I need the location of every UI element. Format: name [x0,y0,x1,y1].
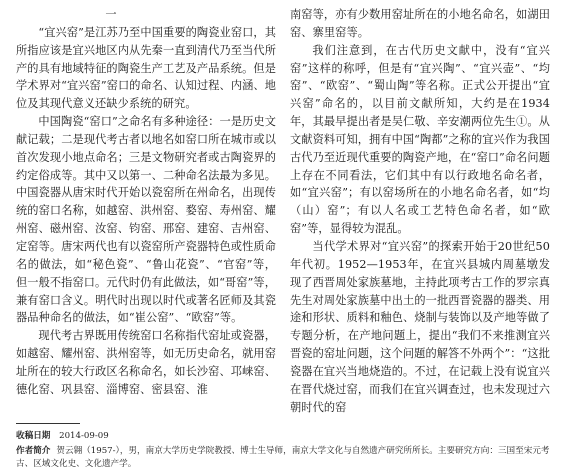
author-bio [16,445,556,471]
left-column [16,6,276,399]
received-date-label: 收稿日期 [16,431,51,441]
paragraph: 中国陶瓷“窑口”之命名有多种途径：一是历史文献记载；二是现代考古者以地名如窑口所在城市或以首次发现小地点命名；三是文物研究者或古陶瓷界的约定俗成等。其中又以第一、二种命名法最为多见。中国瓷器从唐宋时代开始以瓷窑所在州命名，出现传统的窑口名称，如越窑、洪州窑、婺窑、寿州窑、耀州窑、磁州窑、汝窑、钧窑、邢窑、建窑、吉州窑、定窑等。唐宋两代也有以瓷窑所产瓷器特色或性质命名的做法，如“秘色瓷”、“鲁山花瓷”、“官窑”等，但一般不指窑口。元代时仍有此做法，如“哥窑”等，兼有窑口含义。明代时出现以时代或著名匠师及其瓷器品种命名的做法，如“崔公窑”、“欧窑”等。 [16,115,276,325]
footnote-divider [16,423,80,424]
paragraph: 当代学术界对“宜兴窑”的探索开始于20世纪50年代初。1952—1953年，在宜兴县城内周墓墩发现了西晋周处家族墓地，主持此项考古工作的罗宗真先生对周处家族墓中出土的一批西晋瓷器的器类、用途和形状、质料和釉色、烧制与装饰以及产地等做了专题分析，在产地问题上，提出“我们不来推测宜兴晋瓷的窑址问题，这个问题的解答不外两个”：“这批瓷器在宜兴当地烧造的。不过，在记载上没有说宜兴在晋代烧过窑，而我们在宜兴调查过，也未发现过六朝时代的窑 [290,239,550,414]
received-date-value: 2014-09-09 [59,431,109,441]
section-number: 一 [105,8,117,21]
paragraph: 现代考古界既用传统窑口名称指代窑址或瓷器，如越窑、耀州窑、洪州窑等，如无历史命名，就用窑址所在的较大行政区名称命名，如长沙窑、邛崃窑、德化窑、巩县窑、淄博窑、密县窑、淮 [16,329,276,396]
received-date [16,430,556,443]
author-bio-text: 贺云翱（1957-），男，南京大学历史学院教授、博士生导师，南京大学文化与自然遗产研究所所长。主要研究方向：三国至宋元考古、区域文化史、文化遗产学。 [16,446,550,469]
paragraph: “宜兴窑”是江苏乃至中国重要的陶瓷业窑口，其所指应该是宜兴地区内从先秦一直到清代乃至当代所产的具有地域特征的陶瓷生产工艺及产品系统。但是学术界对“宜兴窑”窑口的命名、认知过程、内涵、地位及其现代意义还缺少系统的研究。 [16,25,276,111]
paragraph: 我们注意到，在古代历史文献中，没有“宜兴窑”这样的称呼，但是有“宜兴陶”、“宜兴壶”、“均窑”、“欧窑”、“蜀山陶”等名称。正式公开提出“宜兴窑”命名的，以目前文献所知，大约是在1934年，其最早提出者是吴仁敬、辛安潮两位先生①。从文献资料可知，拥有中国“陶都”之称的宜兴作为我国古代乃至近现代重要的陶瓷产地，在“窑口”命名问题上存在不同看法，它们其中有以行政地名命名者，如“宜兴窑”；有以窑场所在的小地名命名者，如“均（山）窑”；有以人名或工艺特色命名者，如“欧窑”等，显得较为混乱。 [290,43,550,236]
paragraph-continued: 南窑等，亦有少数用窑址所在的小地名命名，如湖田窑、寨里窑等。 [290,8,550,39]
author-bio-label: 作者简介 [16,446,51,456]
right-column [290,6,550,416]
